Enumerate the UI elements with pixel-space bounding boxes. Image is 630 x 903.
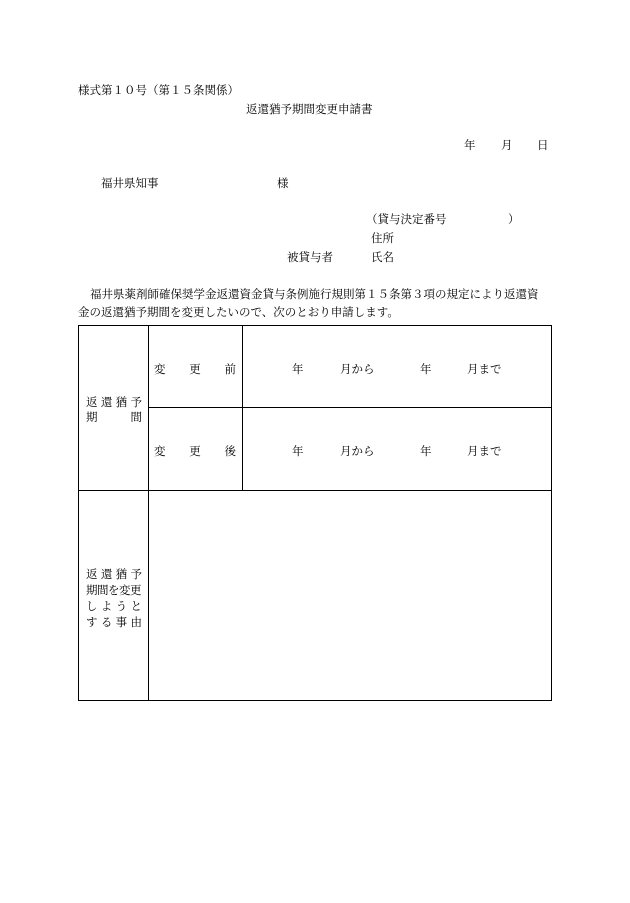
after-year-to: 年 xyxy=(420,444,432,458)
addressee-honorific: 様 xyxy=(277,176,289,190)
date-year-label: 年 xyxy=(464,138,476,152)
after-month-to: 月まで xyxy=(467,444,502,458)
form-title: 返還猶予期間変更申請書 xyxy=(246,102,373,116)
date-day-label: 日 xyxy=(537,138,549,152)
address-label: 住所 xyxy=(371,231,394,245)
loan-decision-number-label: （貸与決定番号 xyxy=(366,212,447,226)
before-year-from: 年 xyxy=(292,362,304,376)
period-label-line2: 期 間 xyxy=(86,410,142,424)
body-text-line2: 金の返還猶予期間を変更したいので、次のとおり申請します。 xyxy=(78,305,399,319)
date-month-label: 月 xyxy=(501,138,513,152)
before-change-label: 変 更 前 xyxy=(154,362,236,376)
before-month-to: 月まで xyxy=(467,362,502,376)
loan-decision-number-close: ） xyxy=(508,212,520,226)
before-year-to: 年 xyxy=(420,362,432,376)
body-text-line1: 福井県薬剤師確保奨学金返還資金貸与条例施行規則第１５条第３項の規定により返還資 xyxy=(90,287,539,301)
reason-input-area[interactable] xyxy=(149,491,551,700)
after-change-label: 変 更 後 xyxy=(154,444,236,458)
addressee: 福井県知事 xyxy=(101,176,159,190)
form-number: 様式第１０号（第１５条関係） xyxy=(78,83,239,97)
period-label-line1: 返 還 猶 予 xyxy=(86,395,142,409)
before-month-from: 月から xyxy=(340,362,375,376)
after-month-from: 月から xyxy=(340,444,375,458)
name-label: 氏名 xyxy=(371,250,394,264)
applicant-role: 被貸与者 xyxy=(287,250,333,264)
after-year-from: 年 xyxy=(292,444,304,458)
